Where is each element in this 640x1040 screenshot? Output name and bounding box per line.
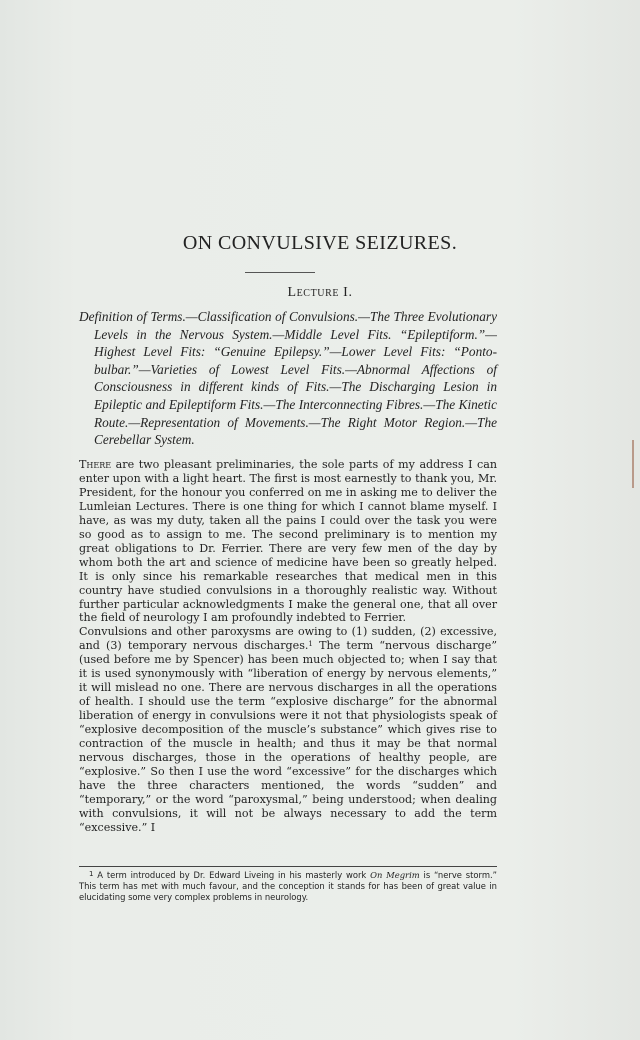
footnote-reference: 1 [308,640,313,649]
footnote-divider [79,866,497,867]
page-title: ON CONVULSIVE SEIZURES. [182,232,458,254]
footnote [79,870,497,904]
footnote-marker: 1 [89,870,94,878]
page-edge-mark [632,440,634,488]
paragraph-1 [79,458,497,625]
paragraph-1-lead: There [79,458,112,471]
title-rule [245,272,315,273]
footnote-text-a: A term introduced by Dr. Edward Liveing in his masterly work [93,870,371,880]
paragraph-2-text-b: The term “nervous discharge” (used before me by Spencer) has been much objected to; when I say that it is used synonymously with “liberation of energy by nervous elements,” it will mislead no one. There are nervous discharges in all the operations of health. I should use the term “explosive discharge” for the abnormal liberation of energy in convulsions were it not that physiologists speak of “explosive decomposition of the muscle’s substance” which gives rise to contraction of the muscle in health; and thus it may be that normal nervous discharges, those in the operations of healthy people, are “explosive.” So then I use the word “excessive” for the discharges which have the three characters mentioned, the words “sudden” and “temporary,” or the word “paroxysmal,” being understood; when dealing with convulsions, it will not be always necessary to add the term “excessive.” I [79,639,497,834]
paragraph-2 [79,625,497,834]
body-text [79,458,497,835]
lecture-heading: Lecture I. [287,285,353,300]
footnote-text-b: is “nerve storm.” This term has met with much favour, and the conception it stands for has been of great value in elucidating some very complex problems in neurology. [79,870,497,903]
paragraph-2-text-a: Convulsions and other paroxysms are owing to (1) sudden, (2) excessive, and (3) temporary nervous discharges. [79,625,497,653]
lecture-synopsis: Definition of Terms.—Classification of Convulsions.—The Three Evolutionary Levels in the Nervous System.—Middle Level Fits. “Epileptiform.”—Highest Level Fits: “Genuine Epilepsy.”—Lower Level Fits: “Ponto-bulbar.”—Varieties of Lowest Level Fits.—Abnormal Affections of Consciousness in different kinds of Fits.—The Discharging Lesion in Epileptic and Epileptiform Fits.—The Interconnecting Fibres.—The Kinetic Route.—Representation of Movements.—The Right Motor Region.—The Cerebellar System. [79,309,497,448]
footnote-work-title: On Megrim [370,870,420,880]
paragraph-1-text: are two pleasant preliminaries, the sole parts of my address I can enter upon with a light heart. The first is most earnestly to thank you, Mr. President, for the honour you conferred on me in asking me to deliver the Lumleian Lectures. There is one thing for which I cannot blame myself. I have, as was my duty, taken all the pains I could over the task you were so good as to assign to me. The second preliminary is to mention my great obligations to Dr. Ferrier. There are very few men of the day by whom both the art and science of medicine have been so greatly helped. It is only since his remarkable researches that medical men in this country have studied convulsions in a thoroughly realistic way. Without further particular acknowledgments I make the general one, that all over the field of neurology I am profoundly indebted to Ferrier. [79,458,497,625]
